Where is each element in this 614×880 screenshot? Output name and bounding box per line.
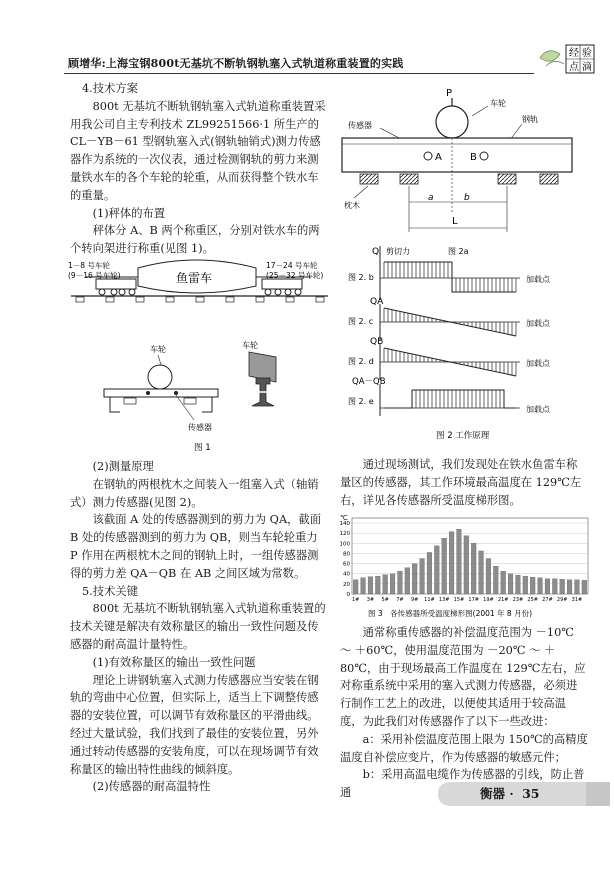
chart-bar [479, 551, 484, 594]
chart-bar [538, 578, 543, 594]
chart-x-tick-label: 11# [424, 597, 435, 603]
section-4-para-3: 在钢轨的两根枕木之间装入一组塞入式（轴销式）测力传感器(见图 2)。 [70, 477, 319, 509]
chart-x-tick-label: 19# [483, 597, 494, 603]
dim-a-label: a [428, 193, 434, 203]
bogie-b [262, 279, 302, 289]
right-column-text-1 [340, 456, 588, 509]
section-4-title: 4.技术方案 [82, 82, 138, 95]
fig-2e-label: 图 2. e [348, 397, 374, 406]
fig-2a-label: 图 2a [448, 247, 469, 256]
qb-diagram [384, 348, 516, 376]
chart-bar [560, 579, 565, 594]
qa-qb-axis-label: QA－QB [352, 377, 386, 387]
load-p-label: P [446, 88, 453, 99]
journal-name: 衡器 [480, 786, 506, 801]
chart-x-ticks [352, 597, 582, 603]
sensor-point-b [174, 391, 178, 395]
bogie-a [96, 279, 136, 289]
figure-3-chart [338, 512, 592, 620]
right-wheels-label-2: (25－32 号车轮) [266, 271, 324, 280]
chart-title: 图 3 各传感器所受温度梯形图(2001 年 8 月份) [368, 609, 533, 618]
fig-2d-label: 图 2. d [348, 357, 374, 366]
section-5-sub-1: (1)有效称量区的输出一致性问题 [92, 655, 256, 669]
rail-label: 钢轨 [522, 115, 538, 124]
chart-y-unit: ℃ [340, 514, 348, 522]
wheel-flange-section [249, 352, 276, 382]
chart-bar [530, 577, 535, 594]
chart-x-tick-label: 21# [497, 597, 509, 603]
chart-y-tick-label: 120 [339, 531, 350, 538]
left-column-bottom [70, 458, 328, 796]
chart-x-tick-label: 29# [556, 597, 568, 603]
wheel-detail [148, 365, 172, 389]
chart-x-tick-label: 13# [438, 597, 450, 603]
sleeper-1 [360, 174, 378, 184]
chart-x-tick-label: 23# [512, 597, 524, 603]
chart-x-tick-label: 5# [381, 597, 389, 603]
chart-x-tick-label: 27# [542, 597, 553, 603]
wheel-label: 车轮 [490, 99, 506, 108]
q-axis-label: Q [372, 247, 380, 257]
chart-bar [471, 543, 476, 594]
chart-y-tick-label: 140 [339, 521, 350, 528]
fig-2b-label: 图 2. b [348, 273, 374, 282]
logo-char-3: 点 [569, 62, 579, 73]
wheel-label-1: 车轮 [150, 345, 166, 354]
chart-x-tick-label: 17# [468, 597, 479, 603]
chart-bar [516, 575, 521, 594]
chart-bar [383, 575, 388, 594]
figure-1-caption: 图 1 [194, 443, 211, 452]
header-rule [64, 73, 534, 74]
chart-bar [412, 564, 417, 594]
chart-y-ticks [340, 521, 351, 598]
section-5-title: 5.技术关键 [82, 584, 138, 598]
chart-bar [567, 580, 572, 594]
right-para-2: 通常称重传感器的补偿温度范围为 －10℃ ～ ＋60℃，使用温度范围为 －20℃ ～ ＋80℃，由于现场最高工作温度在 129℃左右，应对称重系统中采用的塞入式测力传感器，必须进行制作工艺上的改进，以便使其适用于较高温度，为此我们对传感器作了以下一些改进： [340, 626, 586, 728]
right-column-text-2 [340, 624, 588, 802]
chart-bar [368, 577, 373, 594]
load-point-label-c: 加载点 [526, 319, 550, 328]
chart-bar [552, 579, 557, 594]
sleeper-label: 枕木 [344, 201, 360, 210]
chart-bar [582, 580, 587, 594]
chart-bar [486, 559, 491, 594]
logo-char-4: 滴 [582, 62, 592, 73]
chart-x-tick-label: 1# [352, 597, 360, 603]
chart-bar [449, 532, 454, 594]
right-para-3: a：采用补偿温度范围上限为 150℃的高精度温度自补偿应变片，作为传感器的敏感元件； [340, 732, 588, 764]
sensor-a-icon [424, 152, 432, 160]
section-a-label: A [435, 152, 442, 163]
figure-2 [340, 82, 580, 444]
chart-bar [375, 576, 380, 594]
chart-bar [390, 574, 395, 594]
left-wheels-label-1: 1－8 号车轮 [68, 261, 110, 270]
chart-bar [405, 568, 410, 594]
sensor-label: 传感器 [188, 423, 212, 432]
section-4-sub-2: (2)测量原理 [92, 460, 154, 473]
qa-diagram [384, 308, 516, 336]
right-para-4: b：采用高温电缆作为传感器的引线，防止普通 [340, 768, 585, 800]
section-5-para-2: 理论上讲钢轨塞入式测力传感器应当安装在钢轨的弯曲中心位置，但实际上，适当上下调整传感器的安装位置，可以调节有效称量区的平滑曲线。经过大量试验，我们找到了最佳的安装位置，另外通过转动传感器的安装角度，可以在现场调节有效称量区的输出特性曲线的倾斜度。 [70, 673, 319, 776]
wheel-circle [436, 106, 468, 138]
chart-x-tick-label: 3# [366, 597, 375, 603]
chart-bar [523, 576, 528, 594]
shear-label: 剪切力 [386, 247, 410, 256]
chart-y-tick-label: 100 [339, 541, 350, 548]
sleeper-4 [540, 174, 558, 184]
chart-x-tick-label: 9# [411, 597, 419, 603]
qa-qb-diagram [384, 390, 516, 408]
qb-axis-label: QB [370, 337, 384, 347]
chart-x-tick-label: 25# [527, 597, 538, 603]
footer-text [480, 784, 540, 802]
section-5-sub-2: (2)传感器的耐高温特性 [92, 780, 211, 794]
qa-axis-label: QA [370, 297, 384, 307]
section-b-label: B [470, 152, 477, 163]
sleeper-3 [498, 174, 516, 184]
logo-char-2: 验 [582, 48, 592, 59]
chart-bar [501, 571, 506, 594]
section-4-sub-1: (1)秤体的布置 [92, 206, 166, 220]
leaf-icon [540, 51, 560, 61]
load-point-label-e: 加载点 [526, 405, 550, 414]
fig-2c-label: 图 2. c [348, 317, 374, 326]
section-4-para-1: 800t 无基坑不断轨钢轨塞入式轨道称重装置采用我公司自主专利技术 ZL99251566·1 所生产的 CL－YB－61 型钢轨塞入式(钢轨轴销式)测力传感器作为系统的一次仪表，通过检测钢轨的剪力来测量铁水车的各个车轮的轮重，从而获得整个铁水车的重量。 [70, 99, 326, 202]
chart-bar [420, 559, 425, 594]
chart-y-tick-label: 80 [343, 551, 350, 558]
sensor-b-icon [480, 152, 488, 160]
chart-x-tick-label: 7# [396, 597, 404, 603]
footer-dot: · [509, 786, 514, 801]
chart-bar [427, 552, 432, 594]
chart-bar [434, 546, 439, 594]
chart-bar [353, 580, 358, 594]
rail-body [342, 138, 572, 172]
chart-y-tick-label: 20 [343, 581, 350, 588]
section-5-para-1: 800t 无基坑不断轨钢轨塞入式轨道称重装置的技术关键是解决有效称量区的输出一致性问题及传感器的耐高温计量特性。 [70, 602, 326, 651]
chart-bar [575, 580, 580, 594]
dim-b-label: b [464, 193, 470, 203]
chart-bar [442, 538, 447, 594]
left-wheels-label-2: (9－16 号车轮) [68, 271, 121, 280]
figure-1 [66, 252, 332, 452]
running-header: 顾增华:上海宝钢800t无基坑不断轨钢轨塞入式轨道称重装置的实践 [68, 57, 404, 70]
torpedo-car-label: 鱼雷车 [176, 271, 213, 285]
right-wheels-label-1: 17－24 号车轮 [266, 261, 318, 270]
load-point-label-b: 加载点 [526, 275, 550, 284]
load-point-label-d: 加载点 [526, 359, 550, 368]
chart-y-tick-label: 40 [343, 571, 350, 578]
shear-diagram [384, 262, 516, 292]
chart-y-tick-label: 60 [343, 561, 350, 568]
chart-bar [464, 536, 469, 594]
chart-x-tick-label: 31# [571, 597, 583, 603]
chart-x-tick-label: 15# [453, 597, 465, 603]
right-para-1: 通过现场测试，我们发现处在铁水鱼雷车称量区的传感器，其工作环境最高温度在 129℃左右，详见各传感器所受温度梯形图。 [340, 458, 582, 507]
sensor-label-fig2: 传感器 [348, 121, 372, 130]
chart-bar [398, 571, 403, 594]
section-4-para-4: 该截面 A 处的传感器测到的剪力为 QA，截面 B 处的传感器测到的剪力为 QB，则当车轮轮重力 P 作用在两根枕木之间的钢轨上时，一组传感器测得的剪力差 QA－QB 在 AB 之间区域为常数。 [70, 513, 321, 580]
section-4-para-2: 秤体分 A、B 两个称重区，分别对铁水车的两个转向架进行称重(见图 1)。 [70, 224, 320, 256]
dim-l-label: L [452, 216, 458, 227]
chart-bar [508, 574, 513, 594]
chart-bar [545, 579, 550, 594]
chart-bar [457, 529, 462, 594]
left-column-top [70, 80, 328, 258]
logo-char-1: 经 [569, 48, 579, 59]
rail-detail [104, 389, 218, 397]
wheel-label-2: 车轮 [242, 341, 258, 350]
column-logo [538, 44, 596, 74]
sensor-point-a [146, 391, 150, 395]
chart-y-tick-label: 0 [346, 592, 350, 598]
chart-bar [493, 566, 498, 594]
sleeper-2 [400, 174, 418, 184]
page-number: 35 [522, 786, 540, 801]
figure-2-caption: 图 2 工作原理 [436, 431, 490, 441]
chart-bar [361, 578, 366, 594]
